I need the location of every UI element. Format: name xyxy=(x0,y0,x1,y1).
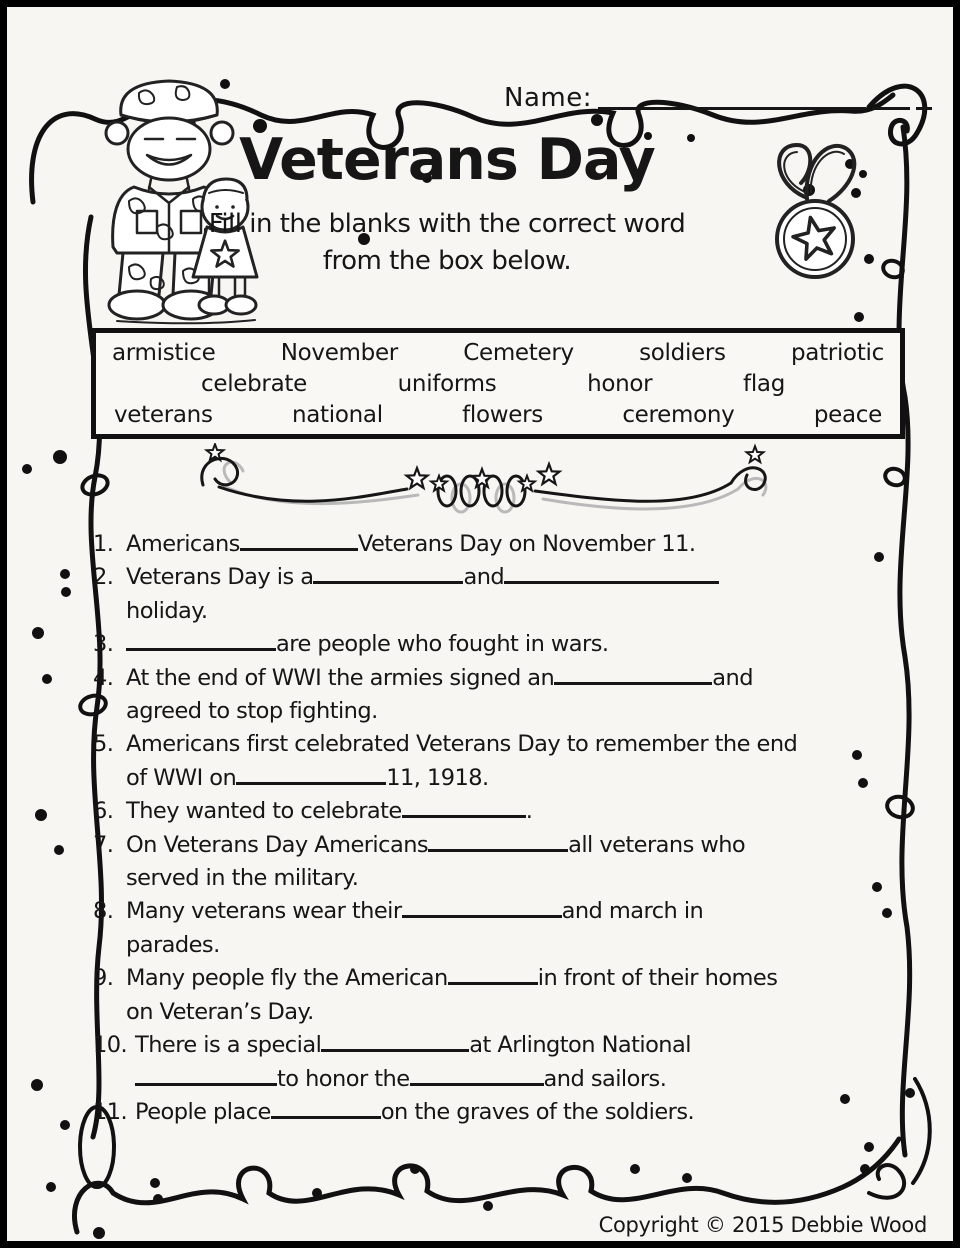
name-row xyxy=(504,83,904,113)
question-number: 5. xyxy=(93,731,114,758)
question-text: all veterans who xyxy=(568,831,746,858)
word-bank-box xyxy=(91,328,905,439)
question-text: on Veteran’s Day. xyxy=(126,998,314,1025)
fill-in-blank[interactable] xyxy=(135,1068,277,1086)
question-text: and sailors. xyxy=(543,1065,667,1092)
name-blank-line[interactable] xyxy=(598,91,866,110)
question-row xyxy=(93,628,899,661)
question-row xyxy=(93,762,899,795)
question-text: at Arlington National xyxy=(469,1032,691,1059)
fill-in-blank[interactable] xyxy=(236,767,386,785)
question-text: Americans first celebrated Veterans Day to remember the end xyxy=(126,731,798,758)
word-bank-item: Cemetery xyxy=(463,340,574,366)
question-row xyxy=(93,662,899,695)
word-bank-item: flag xyxy=(743,371,785,397)
fill-in-blank[interactable] xyxy=(271,1101,381,1119)
question-row xyxy=(93,561,899,594)
word-bank-item: armistice xyxy=(112,340,216,366)
question-text: Veterans Day is a xyxy=(126,564,314,591)
fill-in-blank[interactable] xyxy=(402,800,526,818)
question-row xyxy=(93,962,899,995)
fill-in-blank[interactable] xyxy=(240,533,358,551)
fill-in-blank[interactable] xyxy=(448,967,538,985)
word-bank-item: peace xyxy=(813,402,882,428)
word-bank-item: patriotic xyxy=(790,340,884,366)
question-text: They wanted to celebrate xyxy=(126,798,402,825)
name-blank-dash[interactable] xyxy=(872,91,910,110)
questions-list xyxy=(93,528,899,1129)
question-number: 4. xyxy=(93,664,114,691)
star-medal-clipart xyxy=(745,135,875,287)
fill-in-blank[interactable] xyxy=(504,566,719,584)
fill-in-blank[interactable] xyxy=(554,667,712,685)
question-text: . xyxy=(525,798,533,825)
question-row xyxy=(93,862,899,895)
question-text: On Veterans Day Americans xyxy=(126,831,429,858)
page-title: Veterans Day xyxy=(239,127,655,193)
question-number: 6. xyxy=(93,798,114,825)
question-row xyxy=(93,728,899,761)
question-text: Many veterans wear their xyxy=(126,898,402,925)
question-text: and xyxy=(463,564,505,591)
word-bank-row xyxy=(96,369,900,400)
question-text: are people who fought in wars. xyxy=(276,631,609,658)
name-blank-dash[interactable] xyxy=(916,91,932,110)
fill-in-blank[interactable] xyxy=(428,834,568,852)
copyright-text: Copyright © 2015 Debbie Wood xyxy=(598,1213,927,1237)
question-text: At the end of WWI the armies signed an xyxy=(126,664,555,691)
question-text: and march in xyxy=(561,898,704,925)
word-bank-item: national xyxy=(291,402,383,428)
question-row xyxy=(93,1063,899,1096)
word-bank-row xyxy=(96,400,900,431)
divider-stars xyxy=(207,444,764,490)
question-text: to honor the xyxy=(277,1065,410,1092)
question-text: There is a special xyxy=(135,1032,322,1059)
question-text: in front of their homes xyxy=(537,965,778,992)
word-bank-item: honor xyxy=(587,371,653,397)
question-text: on the graves of the soldiers. xyxy=(380,1098,695,1125)
question-row xyxy=(93,695,899,728)
word-bank-item: flowers xyxy=(462,402,543,428)
subtitle-line-2: from the box below. xyxy=(322,245,572,276)
word-bank-item: ceremony xyxy=(622,402,735,428)
question-row xyxy=(93,829,899,862)
question-text: 11, 1918. xyxy=(386,764,489,791)
word-bank-item: uniforms xyxy=(397,371,497,397)
question-row xyxy=(93,1096,899,1129)
question-number: 11. xyxy=(93,1098,128,1125)
question-row xyxy=(93,1029,899,1062)
question-number: 2. xyxy=(93,564,114,591)
question-number: 9. xyxy=(93,965,114,992)
question-row xyxy=(93,595,899,628)
question-text: agreed to stop fighting. xyxy=(126,698,378,725)
question-number: 1. xyxy=(93,531,114,557)
subtitle-line-1: Fill in the blanks with the correct word xyxy=(208,208,686,239)
question-row xyxy=(93,795,899,828)
question-number: 3. xyxy=(93,631,114,658)
question-text: holiday. xyxy=(126,597,208,624)
question-text: and xyxy=(712,664,753,691)
word-bank-item: veterans xyxy=(114,402,213,428)
word-bank-item: celebrate xyxy=(201,371,307,397)
question-text: Veterans Day on November 11. xyxy=(357,531,696,557)
question-row xyxy=(93,929,899,962)
fill-in-blank[interactable] xyxy=(126,633,276,651)
word-bank-row xyxy=(96,338,900,369)
question-number: 10. xyxy=(93,1032,128,1059)
word-bank-item: November xyxy=(280,340,398,366)
question-text: Many people fly the American xyxy=(126,965,448,992)
fill-in-blank[interactable] xyxy=(410,1068,544,1086)
question-text: People place xyxy=(135,1098,271,1125)
word-bank-item: soldiers xyxy=(639,340,726,366)
fill-in-blank[interactable] xyxy=(313,566,463,584)
question-row xyxy=(93,996,899,1029)
name-label: Name: xyxy=(504,83,592,113)
fill-in-blank[interactable] xyxy=(402,900,562,918)
question-number: 7. xyxy=(93,831,114,858)
stars-and-swirls-divider xyxy=(185,443,785,533)
question-row xyxy=(93,895,899,928)
question-number: 8. xyxy=(93,898,114,925)
question-text: parades. xyxy=(126,931,220,958)
question-text: served in the military. xyxy=(126,865,359,892)
question-text: of WWI on xyxy=(126,764,237,791)
question-text: Americans xyxy=(126,531,240,557)
question-row xyxy=(93,528,899,561)
fill-in-blank[interactable] xyxy=(321,1034,469,1052)
